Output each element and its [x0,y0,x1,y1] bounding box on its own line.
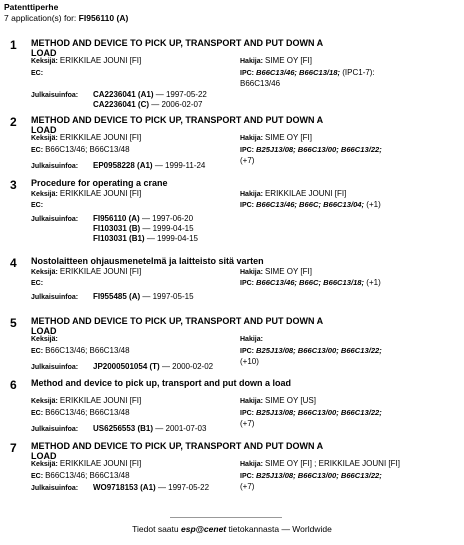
ec-row [31,346,130,357]
inventor-row [31,459,141,470]
applicant-label: Hakija: [240,191,263,198]
application-number: 4 [10,256,17,270]
inventor-value: ERIKKILAE JOUNI [FI] [59,189,142,198]
ec-label: EC: [31,348,44,355]
ipc-extra: (+7) [240,419,255,428]
ec-label: EC: [31,147,44,154]
ipc-row [240,68,395,89]
applicant-label: Hakija: [240,461,263,468]
publication-date: — 1997-06-20 [141,214,194,223]
inventor-value: ERIKKILAE JOUNI [FI] [59,267,142,276]
ec-label: EC: [31,70,44,77]
publication-entry [93,161,205,171]
ec-row [31,278,45,289]
pubinfo-label-wrap [31,292,78,303]
pubinfo-label: Julkaisuinfoa: [31,216,79,223]
application-title[interactable]: METHOD AND DEVICE TO PICK UP, TRANSPORT AND PUT DOWN A LOAD [31,38,323,58]
publication-entry [93,424,206,434]
application-number: 7 [10,441,17,455]
publication-number[interactable]: FI103031 (B1) [93,234,145,243]
publication-date: — 1997-05-22 [155,90,207,99]
applicant-row [240,267,312,278]
pubinfo-label: Julkaisuinfoa: [31,92,79,99]
page-header [4,2,128,24]
applicant-value: SIME OY [FI] [264,267,312,276]
publication-entry [93,214,198,224]
publication-number[interactable]: FI103031 (B) [93,224,141,233]
applicant-row [240,459,400,470]
ec-row [31,200,45,211]
publication-list [93,483,209,493]
applicant-value: SIME OY [FI] [264,56,312,65]
footer-divider [170,517,282,518]
applicant-row [240,334,265,345]
publication-entry [93,362,213,372]
footer-suffix: tietokannasta — Worldwide [228,524,332,534]
inventor-value: ERIKKILAE JOUNI [FI] [59,396,142,405]
publication-entry [93,100,207,110]
ec-row [31,408,130,419]
applicant-value: SIME OY [US] [264,396,316,405]
application-number: 1 [10,38,17,52]
pubinfo-label: Julkaisuinfoa: [31,426,79,433]
applicant-value: ERIKKILAE JOUNI [FI] [264,189,347,198]
pubinfo-label: Julkaisuinfoa: [31,163,79,170]
publication-date: — 2001-07-03 [155,424,207,433]
ipc-label: IPC: [240,473,254,480]
ec-row [31,471,130,482]
result-count [4,13,128,24]
result-count-prefix: 7 application(s) for: [4,13,77,23]
ipc-extra: (+1) [364,278,381,287]
application-number: 3 [10,178,17,192]
applicant-label: Hakija: [240,398,263,405]
pubinfo-label-wrap [31,424,78,435]
application-title[interactable]: Method and device to pick up, transport and put down a load [31,378,292,388]
applicant-row [240,56,312,67]
publication-date: — 1997-05-22 [157,483,210,492]
ipc-label: IPC: [240,410,254,417]
inventor-row [31,56,141,67]
inventor-label: Keksijä: [31,398,58,405]
applicant-row [240,133,312,144]
inventor-label: Keksijä: [31,58,58,65]
applicant-row [240,189,346,200]
result-count-ref: FI956110 (A) [78,13,129,23]
footer [0,524,464,534]
applicant-label: Hakija: [240,269,263,276]
publication-date: — 1999-11-24 [154,161,206,170]
ipc-row [240,408,395,429]
ec-label: EC: [31,280,44,287]
applicant-label: Hakija: [240,58,263,65]
pubinfo-label-wrap [31,214,78,225]
application-title[interactable]: METHOD AND DEVICE TO PICK UP, TRANSPORT AND PUT DOWN A LOAD [31,115,323,135]
ec-label: EC: [31,473,44,480]
ipc-value: B66C13/46; B66C; B66C13/18; [256,278,365,287]
inventor-value: ERIKKILAE JOUNI [FI] [59,459,142,468]
inventor-value: ERIKKILAE JOUNI [FI] [59,133,142,142]
inventor-row [31,133,141,144]
applicant-value: SIME OY [FI] [264,133,312,142]
publication-number[interactable]: CA2236041 (A1) [93,90,154,99]
publication-list [93,161,205,171]
ipc-value: B25J13/08; B66C13/00; B66C13/22; [256,408,382,417]
footer-prefix: Tiedot saatu [132,524,179,534]
application-number: 5 [10,316,17,330]
ipc-row [240,200,395,211]
publication-list [93,90,207,110]
ipc-label: IPC: [240,348,254,355]
pubinfo-label-wrap [31,483,78,494]
ipc-row [240,278,395,289]
applicant-label: Hakija: [240,336,263,343]
inventor-label: Keksijä: [31,135,58,142]
publication-date: — 2000-02-02 [161,362,214,371]
inventor-label: Keksijä: [31,336,58,343]
ipc-extra: (+1) [364,200,381,209]
ipc-row [240,471,395,492]
pubinfo-label-wrap [31,90,78,101]
application-number: 6 [10,378,17,392]
publication-number[interactable]: JP2000501054 (T) [93,362,160,371]
ipc-label: IPC: [240,280,254,287]
pubinfo-label: Julkaisuinfoa: [31,485,79,492]
publication-number[interactable]: CA2236041 (C) [93,100,150,109]
application-title[interactable]: METHOD AND DEVICE TO PICK UP, TRANSPORT AND PUT DOWN A LOAD [31,441,323,461]
footer-brand: esp@cenet [181,524,227,534]
ec-row [31,145,130,156]
ipc-value: B66C13/46; B66C13/18; [256,68,341,77]
application-number: 2 [10,115,17,129]
publication-number[interactable]: FI955485 (A) [93,292,141,301]
publication-list [93,424,206,434]
application-title[interactable]: METHOD AND DEVICE TO PICK UP, TRANSPORT AND PUT DOWN A LOAD [31,316,323,336]
pubinfo-label-wrap [31,362,78,373]
ipc-value: B25J13/08; B66C13/00; B66C13/22; [256,346,382,355]
ipc-extra: (+7) [240,156,255,165]
publication-number[interactable]: EP0958228 (A1) [93,161,153,170]
publication-list [93,292,194,302]
pubinfo-label: Julkaisuinfoa: [31,294,79,301]
inventor-row [31,396,141,407]
ipc-value: B25J13/08; B66C13/00; B66C13/22; [256,471,382,480]
publication-date: — 1999-04-15 [142,224,194,233]
ec-row [31,68,45,79]
publication-entry [93,234,198,244]
applicant-row [240,396,316,407]
publication-entry [93,224,198,234]
ipc-value: B25J13/08; B66C13/00; B66C13/22; [256,145,382,154]
inventor-label: Keksijä: [31,269,58,276]
ipc-extra: (+10) [240,357,259,366]
publication-date: — 1997-05-15 [142,292,194,301]
application-title[interactable]: Procedure for operating a crane [31,178,168,188]
page-title: Patenttiperhe [4,2,59,12]
inventor-row [31,267,141,278]
ec-value: B66C13/46; B66C13/48 [45,346,130,355]
ipc-extra: (IPC1-7): B66C13/46 [240,68,375,88]
ipc-label: IPC: [240,70,254,77]
publication-entry [93,483,209,493]
inventor-row [31,189,141,200]
inventor-label: Keksijä: [31,461,58,468]
ipc-row [240,145,395,166]
ipc-value: B66C13/46; B66C; B66C13/04; [256,200,365,209]
ec-value: B66C13/46; B66C13/48 [45,408,130,417]
applicant-value: SIME OY [FI] ; ERIKKILAE JOUNI [FI] [264,459,400,468]
ec-value: B66C13/46; B66C13/48 [45,471,130,480]
publication-number[interactable]: FI956110 (A) [93,214,140,223]
publication-entry [93,90,207,100]
ipc-row [240,346,395,367]
publication-list [93,362,213,372]
ipc-label: IPC: [240,202,254,209]
ipc-extra: (+7) [240,482,255,491]
publication-number[interactable]: WO9718153 (A1) [93,483,156,492]
ec-label: EC: [31,410,44,417]
publication-entry [93,292,194,302]
inventor-row [31,334,60,345]
ec-value: B66C13/46; B66C13/48 [45,145,130,154]
applicant-label: Hakija: [240,135,263,142]
publication-date: — 1999-04-15 [146,234,198,243]
inventor-value: ERIKKILAE JOUNI [FI] [59,56,142,65]
publication-number[interactable]: US6256553 (B1) [93,424,154,433]
application-title[interactable]: Nostolaitteen ohjausmenetelmä ja laitteisto sitä varten [31,256,264,266]
inventor-label: Keksijä: [31,191,58,198]
pubinfo-label: Julkaisuinfoa: [31,364,79,371]
pubinfo-label-wrap [31,161,78,172]
publication-date: — 2006-02-07 [151,100,203,109]
publication-list [93,214,198,244]
ipc-label: IPC: [240,147,254,154]
ec-label: EC: [31,202,44,209]
